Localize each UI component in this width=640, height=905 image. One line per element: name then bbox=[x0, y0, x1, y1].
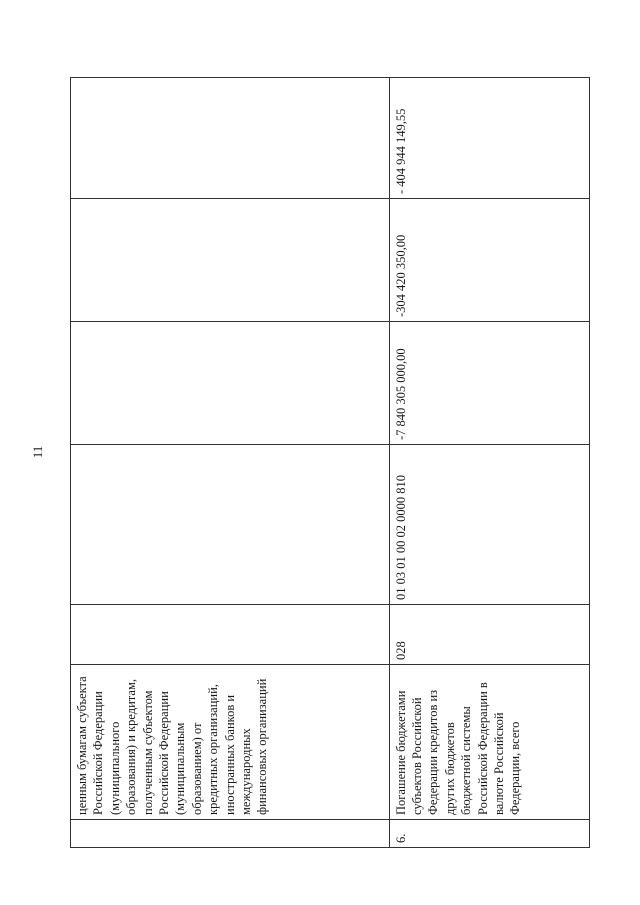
page-number: 11 bbox=[30, 445, 45, 459]
amount-cell-3: - 404 944 149,55 bbox=[389, 78, 589, 199]
row-name-cell: Погашение бюджетами субъектов Российской Федерации кредитов из других бюджетов бюджетной системы Российской Федерации в валюте Российской Федерации, всего bbox=[389, 665, 589, 820]
amount-cell-3 bbox=[71, 78, 390, 199]
amount-cell-2 bbox=[71, 199, 390, 322]
admin-code-cell bbox=[71, 605, 390, 665]
amount-cell-1: -7 840 305 000,00 bbox=[389, 322, 589, 445]
admin-code-cell: 028 bbox=[389, 605, 589, 665]
budget-sources-table bbox=[70, 77, 590, 848]
budget-table-rotated bbox=[70, 78, 590, 848]
row-number-cell: 6. bbox=[389, 820, 589, 848]
row-name-cell: ценным бумагам субъекта Российской Федерации (муниципального образования) и кредитам, полученным субъектом Российской Федерации (муниципальным образованием) от кредитных организаций, иностранных банков и международных финансовых организаций bbox=[71, 665, 390, 820]
row-number-cell bbox=[71, 820, 390, 848]
table-row bbox=[389, 78, 589, 848]
budget-code-cell bbox=[71, 445, 390, 605]
table-row bbox=[71, 78, 390, 848]
amount-cell-1 bbox=[71, 322, 390, 445]
budget-code-cell: 01 03 01 00 02 0000 810 bbox=[389, 445, 589, 605]
amount-cell-2: -304 420 350,00 bbox=[389, 199, 589, 322]
